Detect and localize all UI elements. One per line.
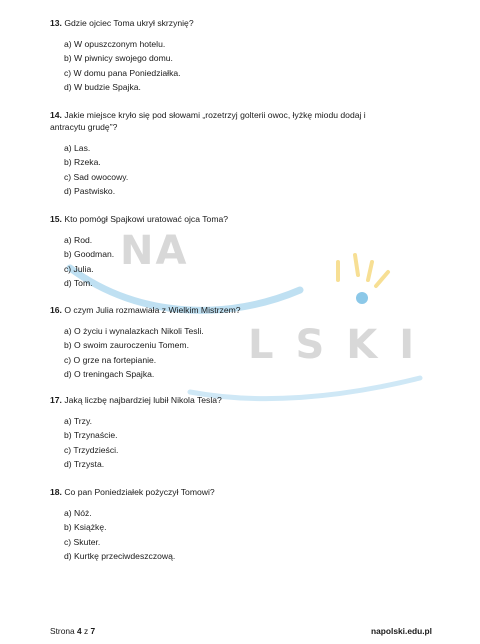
question-14 (50, 109, 450, 198)
watermark-letters-bottom: LSKI (248, 322, 437, 368)
question-number: 17. (50, 395, 62, 405)
page-number (50, 626, 95, 636)
question-number: 14. (50, 110, 62, 120)
answer-option[interactable]: c) Sad owocowy. (64, 171, 129, 182)
question-title (50, 394, 450, 406)
answer-options (50, 233, 450, 290)
question-16 (50, 304, 450, 381)
question-title (50, 109, 450, 121)
page-label: Strona (50, 626, 75, 636)
answer-option[interactable]: d) W budzie Spajka. (64, 81, 141, 92)
question-13 (50, 17, 450, 94)
answer-option[interactable]: b) Goodman. (64, 249, 115, 260)
answer-option[interactable]: b) W piwnicy swojego domu. (64, 53, 173, 64)
answer-option[interactable]: c) O grze na fortepianie. (64, 354, 157, 365)
question-title (50, 304, 450, 316)
question-text: Gdzie ojciec Toma ukrył skrzynię? (64, 18, 194, 28)
answer-options (50, 324, 450, 381)
answer-option[interactable]: c) Julia. (64, 263, 94, 274)
answer-option[interactable]: b) Trzynaście. (64, 430, 118, 441)
answer-option[interactable]: d) Tom. (64, 277, 93, 288)
question-title (50, 486, 450, 498)
answer-option[interactable]: b) Rzeka. (64, 157, 101, 168)
question-18 (50, 486, 450, 563)
answer-option[interactable]: d) Pastwisko. (64, 185, 116, 196)
answer-option[interactable]: b) O swoim zauroczeniu Tomem. (64, 340, 189, 351)
page-footer (50, 626, 432, 636)
answer-option[interactable]: b) Książkę. (64, 522, 107, 533)
page-total: 7 (90, 626, 96, 636)
question-title (50, 213, 450, 225)
question-text: Jaką liczbę najbardziej lubił Nikola Tesla? (64, 395, 222, 405)
site-link[interactable]: napolski.edu.pl (371, 626, 432, 636)
answer-option[interactable]: c) Trzydzieści. (64, 444, 119, 455)
answer-options (50, 141, 450, 198)
page-current: 4 (77, 626, 82, 636)
question-number: 13. (50, 18, 62, 28)
question-text: O czym Julia rozmawiała z Wielkim Mistrzem? (64, 305, 241, 315)
answer-option[interactable]: a) O życiu i wynalazkach Nikoli Tesli. (64, 326, 204, 336)
question-title (50, 17, 450, 29)
answer-option[interactable]: a) Rod. (64, 235, 93, 245)
answer-option[interactable]: d) Kurtkę przeciwdeszczową. (64, 550, 176, 561)
page-separator: z (84, 626, 89, 636)
question-text: Kto pomógł Spajkowi uratować ojca Toma? (64, 214, 229, 224)
question-15 (50, 213, 450, 290)
answer-option[interactable]: a) Trzy. (64, 416, 93, 426)
question-number: 18. (50, 487, 62, 497)
answer-option[interactable]: c) W domu pana Poniedziałka. (64, 67, 181, 78)
question-text: Co pan Poniedziałek pożyczył Tomowi? (64, 487, 215, 497)
answer-option[interactable]: d) O treningach Spajka. (64, 368, 155, 379)
question-number: 15. (50, 214, 62, 224)
answer-options (50, 37, 450, 94)
answer-option[interactable]: a) Nóż. (64, 508, 92, 518)
question-text: Jakie miejsce kryło się pod słowami „rozetrzyj golterii owoc, łyżkę miodu dodaj i (64, 110, 366, 120)
watermark-letters-top: NA (120, 228, 189, 274)
answer-options (50, 414, 450, 471)
answer-option[interactable]: c) Skuter. (64, 536, 101, 547)
question-text-continued: antracytu grudę”? (50, 122, 118, 132)
answer-option[interactable]: a) Las. (64, 143, 91, 153)
question-number: 16. (50, 305, 62, 315)
answer-options (50, 506, 450, 563)
question-17 (50, 394, 450, 471)
answer-option[interactable]: d) Trzysta. (64, 458, 105, 469)
answer-option[interactable]: a) W opuszczonym hotelu. (64, 39, 166, 49)
